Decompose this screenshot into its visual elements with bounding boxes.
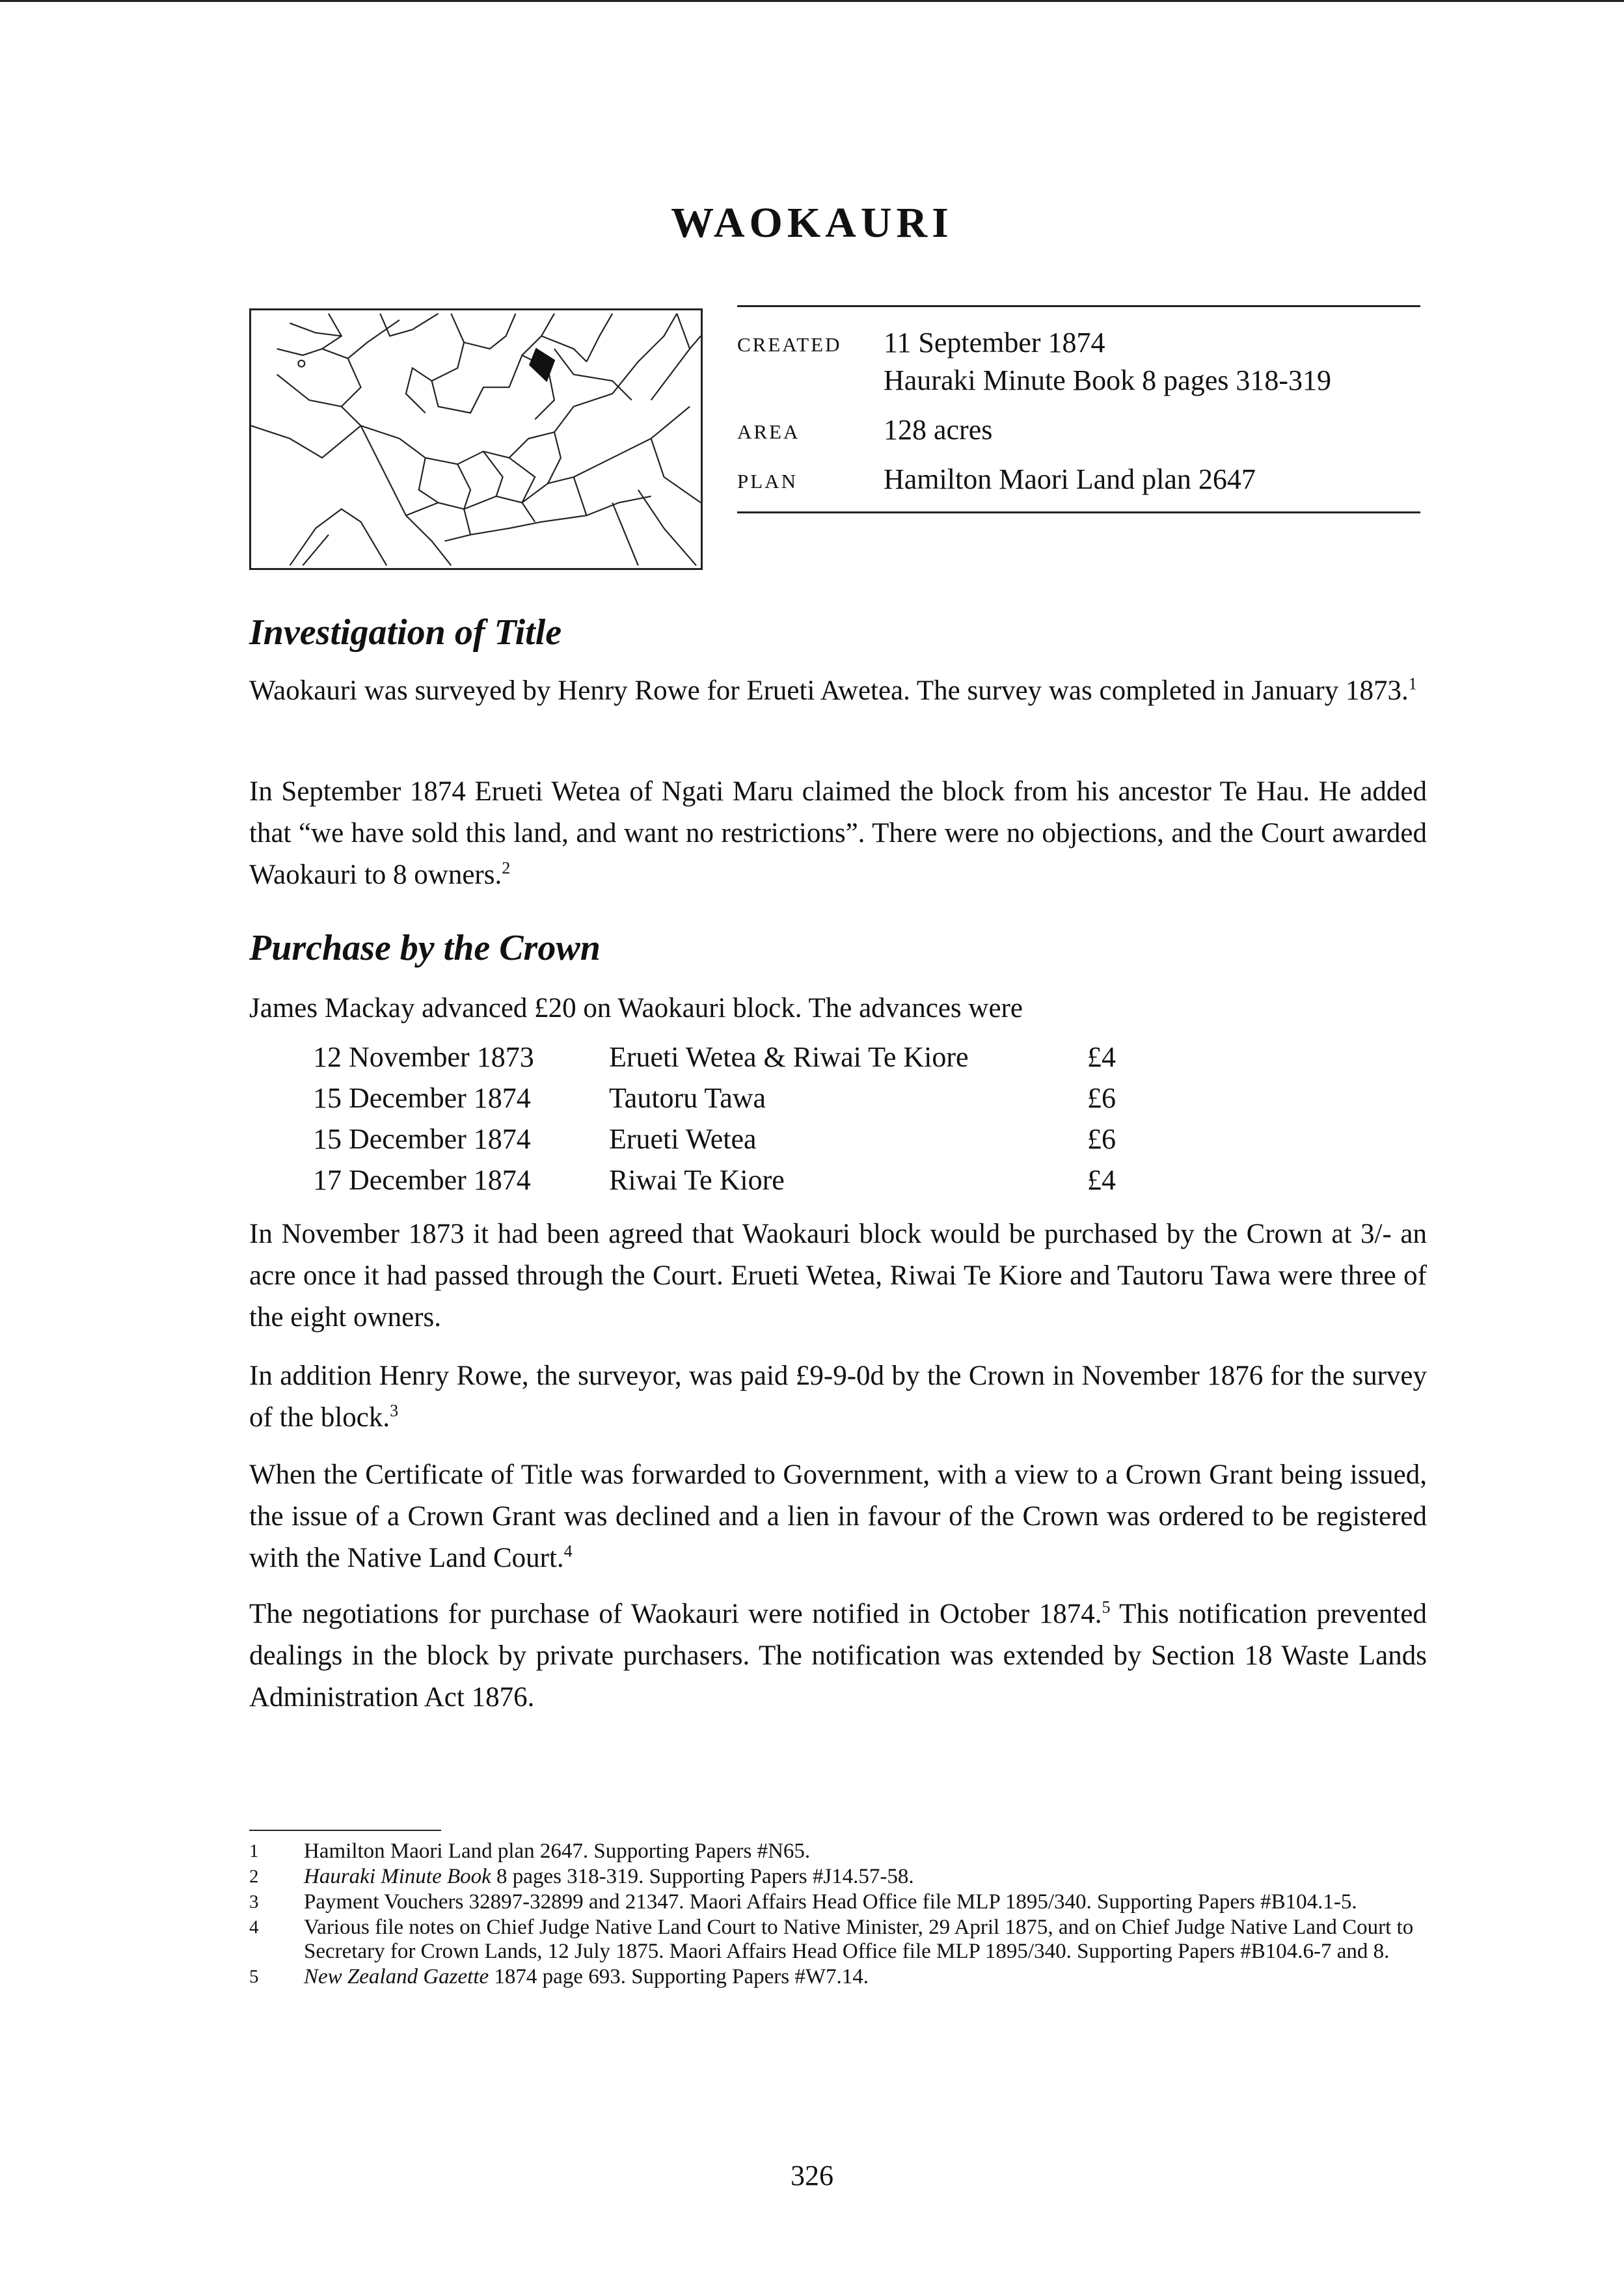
investigation-paragraph-2 xyxy=(249,771,1427,896)
table-row xyxy=(313,1159,1152,1200)
created-value xyxy=(884,324,1331,400)
purchase-paragraph-4 xyxy=(249,1355,1427,1439)
advance-amount: £6 xyxy=(1087,1123,1116,1155)
advance-date: 12 November 1873 xyxy=(313,1041,534,1073)
footnote xyxy=(249,1890,1427,1914)
footnote-divider xyxy=(249,1830,441,1831)
footnote-italic: Hauraki Minute Book xyxy=(304,1865,491,1888)
investigation-heading: Investigation of Title xyxy=(249,612,562,653)
created-source: Hauraki Minute Book 8 pages 318-319 xyxy=(884,364,1331,396)
page-number: 326 xyxy=(791,2160,833,2191)
top-rule xyxy=(0,0,1624,2)
footnote-number: 2 xyxy=(249,1866,259,1887)
advance-date: 15 December 1874 xyxy=(313,1082,531,1114)
advance-amount: £4 xyxy=(1087,1164,1116,1196)
footnote-text: Hamilton Maori Land plan 2647. Supporting Papers #N65. xyxy=(304,1839,811,1863)
table-row xyxy=(313,1119,1152,1159)
paragraph-text: In September 1874 Erueti Wetea of Ngati Maru claimed the block from his ancestor Te Hau. He added that “we have sold this land, and want no restrictions”. There were no objections, and the Court awarded Waokauri to 8 owners. xyxy=(249,776,1427,890)
area-row xyxy=(737,411,1420,449)
purchase-paragraph-5 xyxy=(249,1454,1427,1579)
footnote-number: 5 xyxy=(249,1966,259,1987)
advance-date: 17 December 1874 xyxy=(313,1164,531,1196)
paragraph-text: When the Certificate of Title was forwarded to Government, with a view to a Crown Grant being issued, the issue of a Crown Grant was declined and a lien in favour of the Crown was ordered to be registered with the Native Land Court. xyxy=(249,1459,1427,1573)
table-row xyxy=(313,1037,1152,1078)
advance-date: 15 December 1874 xyxy=(313,1123,531,1155)
plan-label: PLAN xyxy=(737,470,798,493)
footnote-ref: 3 xyxy=(390,1401,399,1420)
paragraph-text: The negotiations for purchase of Waokauri were notified in October 1874. xyxy=(249,1599,1102,1629)
plan-value: Hamilton Maori Land plan 2647 xyxy=(884,463,1256,495)
area-value: 128 acres xyxy=(884,414,993,446)
purchase-paragraph-3: In November 1873 it had been agreed that Waokauri block would be purchased by the Crown at 3/- an acre once it had passed through the Court. Erueti Wetea, Riwai Te Kiore and Tautoru Tawa were three of the eight owners. xyxy=(249,1219,1427,1333)
footnote-ref: 4 xyxy=(563,1541,573,1561)
created-date: 11 September 1874 xyxy=(884,327,1105,359)
area-label: AREA xyxy=(737,420,800,443)
footnote-rest: 1874 page 693. Supporting Papers #W7.14. xyxy=(489,1965,869,1988)
paragraph-text: Waokauri was surveyed by Henry Rowe for Erueti Awetea. The survey was completed in January 1873. xyxy=(249,675,1409,706)
footnote-ref: 5 xyxy=(1102,1597,1111,1617)
advance-recipient: Erueti Wetea & Riwai Te Kiore xyxy=(609,1041,969,1073)
footnote-text: Payment Vouchers 32897-32899 and 21347. Maori Affairs Head Office file MLP 1895/340. Supporting Papers #B104.1-5. xyxy=(304,1890,1357,1914)
footnote-italic: New Zealand Gazette xyxy=(304,1965,489,1988)
footnote xyxy=(249,1839,1427,1864)
paragraph-text: This notification prevented dealings in the block by private purchasers. The notification was extended by Section 18 Waste Lands Administration Act 1876. xyxy=(249,1599,1427,1713)
page-title: WAOKAURI xyxy=(671,199,953,247)
purchase-intro: James Mackay advanced £20 on Waokauri block. The advances were xyxy=(249,993,1023,1024)
purchase-paragraph-6 xyxy=(249,1593,1427,1718)
advance-recipient: Tautoru Tawa xyxy=(609,1082,766,1114)
footnotes xyxy=(249,1839,1427,1990)
advance-amount: £6 xyxy=(1087,1082,1116,1114)
created-row xyxy=(737,324,1420,400)
footnote-text xyxy=(304,1865,1427,1889)
plan-row xyxy=(737,461,1420,498)
advance-recipient: Riwai Te Kiore xyxy=(609,1164,785,1196)
advance-recipient: Erueti Wetea xyxy=(609,1123,757,1155)
footnote-number: 1 xyxy=(249,1841,259,1862)
footnote-ref: 1 xyxy=(1408,674,1417,694)
footnote xyxy=(249,1865,1427,1889)
location-map xyxy=(249,308,703,570)
block-details xyxy=(737,305,1420,513)
footnote-number: 4 xyxy=(249,1917,259,1938)
footnote-ref: 2 xyxy=(502,858,511,878)
footnote-number: 3 xyxy=(249,1892,259,1912)
advances-table xyxy=(313,1037,1152,1200)
paragraph-text: In addition Henry Rowe, the surveyor, was paid £9-9-0d by the Crown in November 1876 for the survey of the block. xyxy=(249,1361,1427,1433)
advance-amount: £4 xyxy=(1087,1041,1116,1073)
created-label: CREATED xyxy=(737,333,842,356)
footnote-text: Various file notes on Chief Judge Native Land Court to Native Minister, 29 April 1875, and on Chief Judge Native Land Court to Secretary for Crown Lands, 12 July 1875. Maori Affairs Head Office file MLP 1895/340. Supporting Papers #B104.6-7 and 8. xyxy=(304,1916,1414,1963)
investigation-paragraph-1 xyxy=(249,670,1427,712)
table-row xyxy=(313,1078,1152,1119)
purchase-heading: Purchase by the Crown xyxy=(249,928,601,968)
footnote xyxy=(249,1916,1427,1964)
footnote-rest: 8 pages 318-319. Supporting Papers #J14.57-58. xyxy=(491,1865,914,1888)
footnote xyxy=(249,1965,1427,1989)
footnote-text xyxy=(304,1965,1427,1989)
